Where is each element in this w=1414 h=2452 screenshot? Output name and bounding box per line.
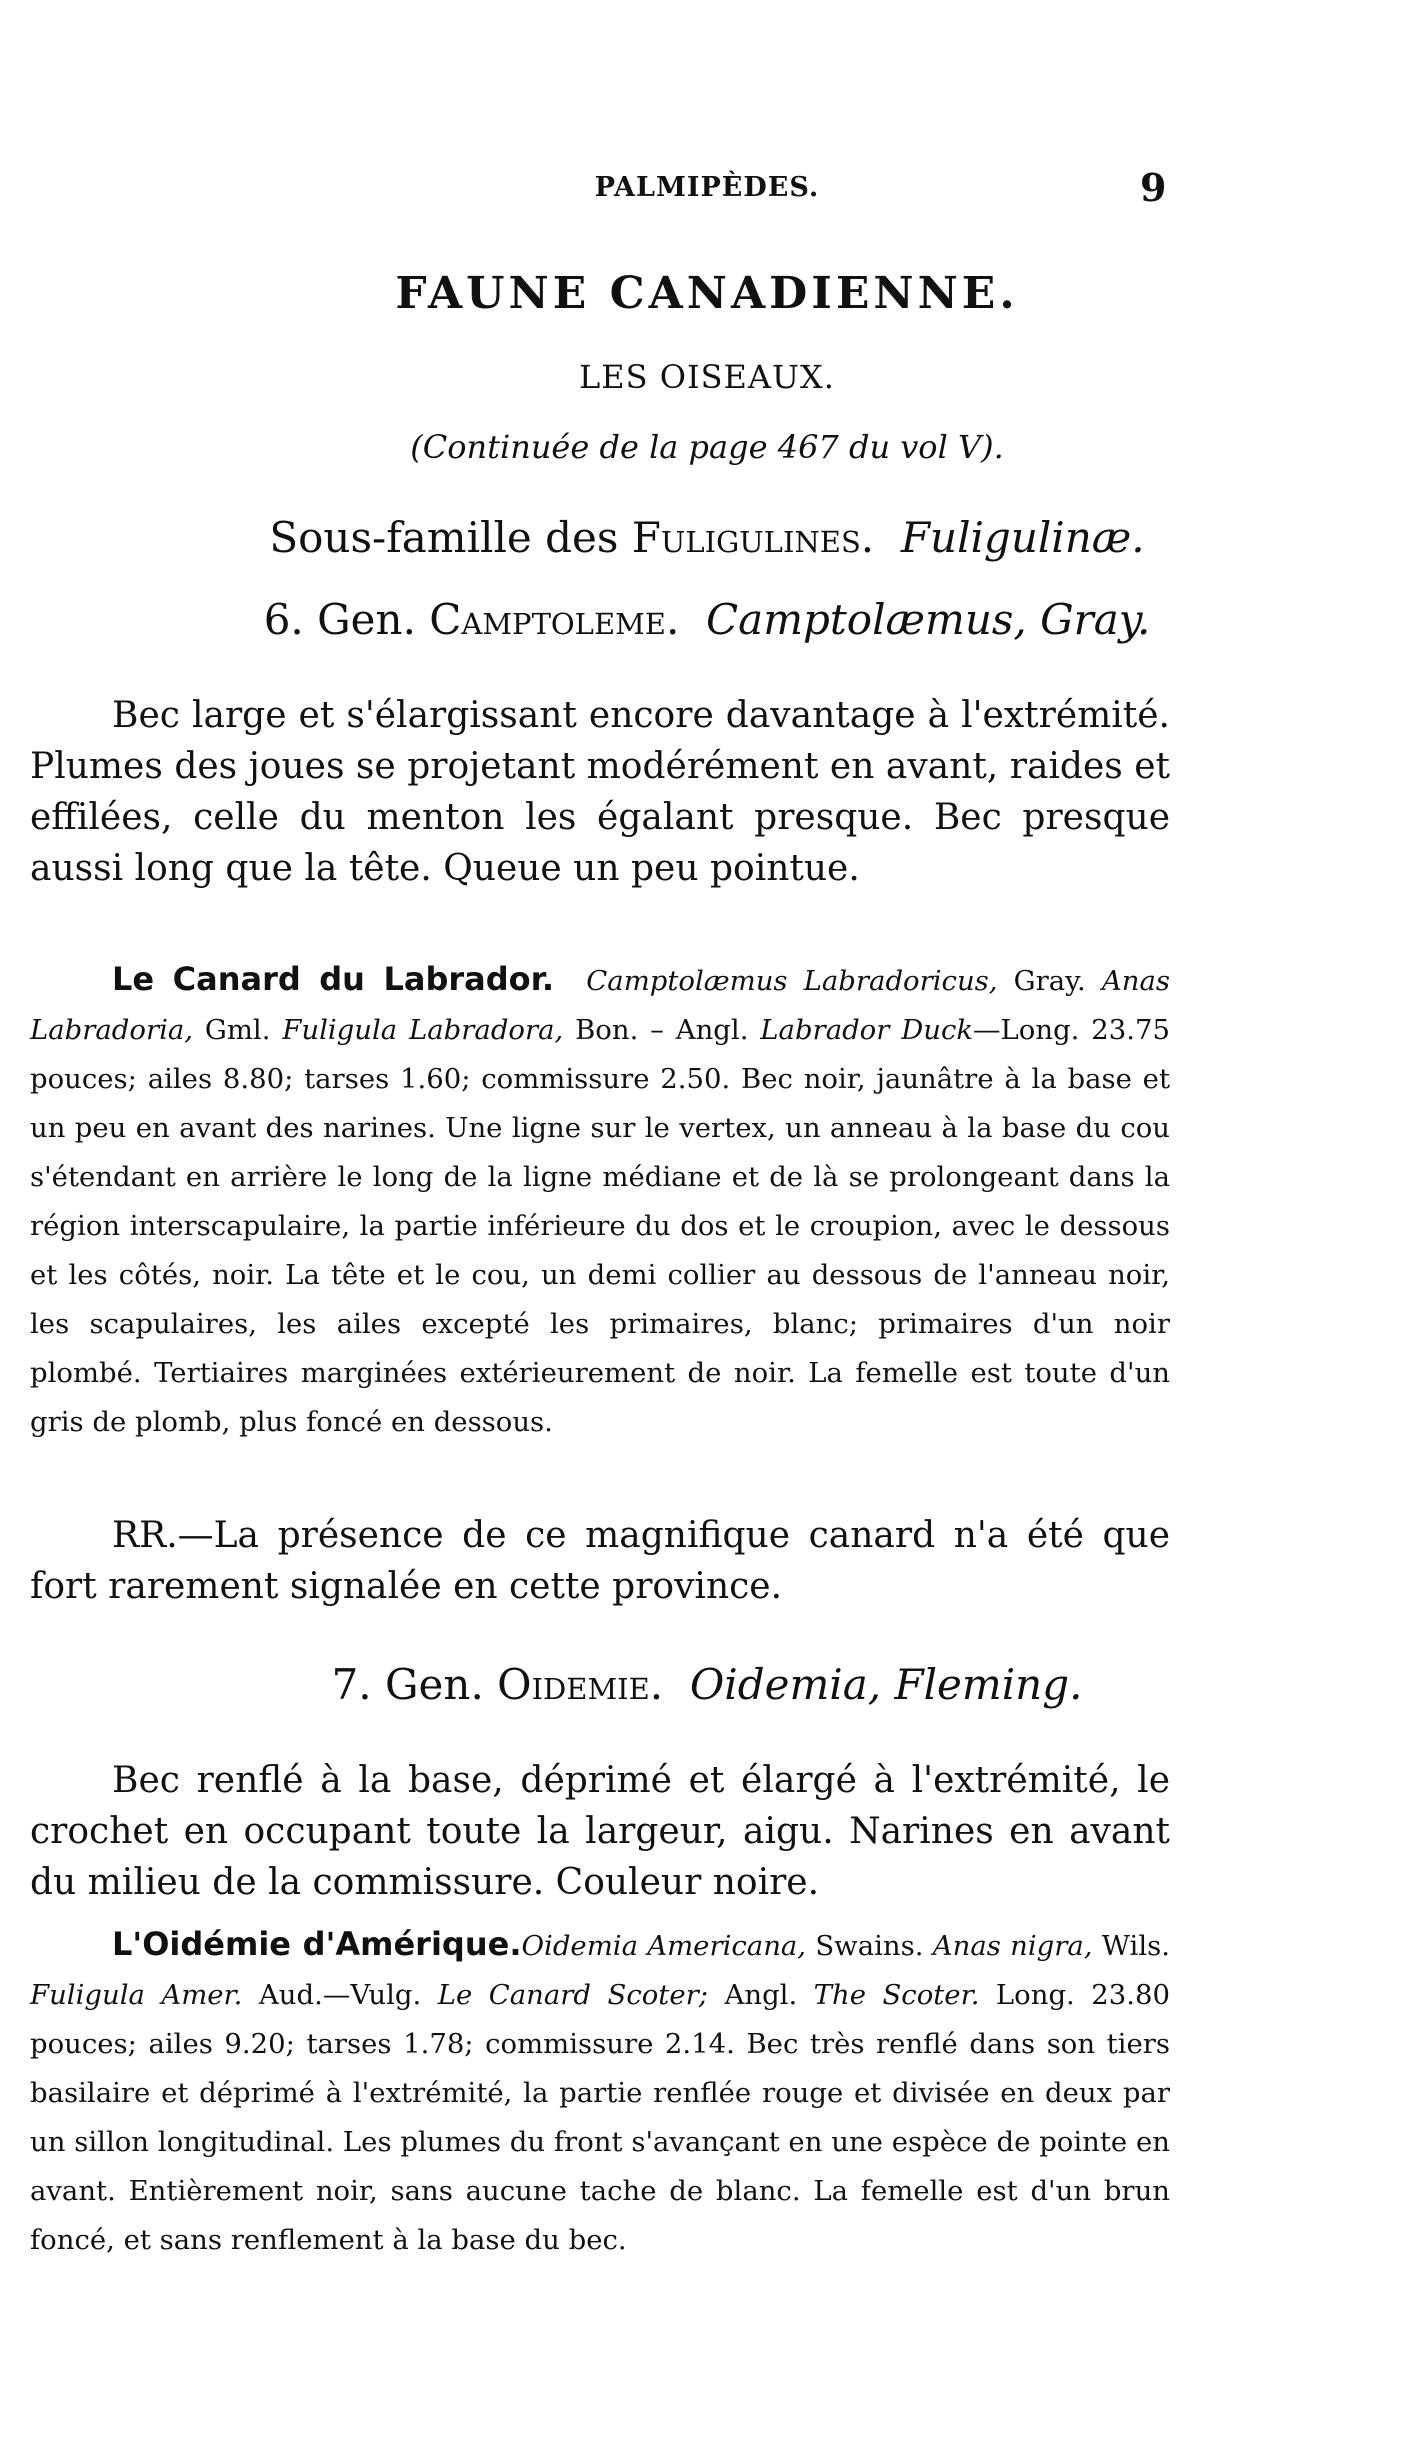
genus-latin: Camptolæmus, Gray.: [706, 595, 1151, 644]
genus-latin: Oidemia, Fleming.: [689, 1660, 1083, 1709]
authority: Bon. – Angl.: [563, 1014, 761, 1046]
genus-description-oidemie: Bec renflé à la base, déprimé et élargé à l'extrémité, le crochet en occupant toute la largeur, aigu. Narines en avant du milieu de la commissure. Couleur noire.: [30, 1760, 1170, 1903]
species-name: L'Oidémie d'Amérique.: [112, 1925, 522, 1963]
species-synonym: Fuligula Labradora,: [282, 1014, 564, 1046]
species-description: —Long. 23.75 pouces; ailes 8.80; tarses 1.60; commissure 2.50. Bec noir, jaunâtre à la base et un peu en avant des narines. Une ligne sur le vertex, un anneau à la base du cou s'étendant en arrière le long de la ligne médiane et de là se prolongeant dans la région interscapulaire, la partie inférieure du dos et le croupion, avec le dessous et les côtés, noir. La tête et le cou, un demi collier au dessous de l'anneau noir, les scapulaires, les ailes excepté les primaires, blanc; primaires d'un noir plombé. Tertiaires marginées extérieurement de noir. La femelle est toute d'un gris de plomb, plus foncé en dessous.: [30, 1014, 1170, 1438]
species-synonym: Oidemia Americana,: [521, 1930, 807, 1962]
species-synonym: Anas Labradoria,: [30, 965, 1170, 1046]
species-synonym: Fuligula Amer.: [30, 1979, 243, 2011]
main-title: FAUNE CANADIENNE.: [395, 268, 1019, 319]
genus-name: Camptoleme.: [429, 595, 680, 644]
running-head: PALMIPÈDES.: [594, 172, 820, 203]
english-name: Labrador Duck: [760, 1014, 974, 1046]
species-entry-labrador-duck: [30, 955, 1170, 1447]
genus-heading-camptoleme: [0, 595, 1414, 644]
species-description: Long. 23.80 pouces; ailes 9.20; tarses 1.78; commissure 2.14. Bec très renflé dans son tiers basilaire et déprimé à l'extrémité, la partie renflée rouge et divisée en deux par un sillon longitudinal. Les plumes du front s'avançant en une espèce de pointe en avant. Entièrement noir, sans aucune tache de blanc. La femelle est d'un brun foncé, et sans renflement à la base du bec.: [30, 1979, 1170, 2256]
rarity-note: RR.—La présence de ce magnifique canard n'a été que fort rarement signalée en cette province.: [30, 1515, 1170, 1607]
page-number: 9: [1140, 165, 1167, 210]
genus-description-camptoleme: Bec large et s'élargissant encore davantage à l'extrémité. Plumes des joues se projetant modérément en avant, raides et effilées, celle du menton les égalant presque. Bec presque aussi long que la tête. Queue un peu pointue.: [30, 695, 1170, 889]
subfamily-heading: [0, 513, 1414, 562]
continuation-note: (Continuée de la page 467 du vol V).: [410, 428, 1004, 466]
species-entry-american-scoter: [30, 1920, 1170, 2265]
subfamily-latin: Fuligulinæ.: [900, 513, 1145, 562]
species-synonym: Camptolæmus Labradoricus,: [586, 965, 998, 997]
species-name: Le Canard du Labrador.: [112, 960, 555, 998]
subtitle: LES OISEAUX.: [579, 358, 835, 396]
authority: Gml.: [193, 1014, 283, 1046]
authority: Aud.—Vulg.: [242, 1979, 438, 2011]
authority: Gray.: [997, 965, 1102, 997]
genus-number: 6. Gen.: [263, 595, 430, 644]
subfamily-name: Fuligulines.: [631, 513, 875, 562]
genus-heading-oidemie: [0, 1660, 1414, 1709]
vulgar-name: Le Canard Scoter;: [437, 1979, 709, 2011]
authority: Angl.: [708, 1979, 814, 2011]
species-synonym: Anas nigra,: [932, 1930, 1093, 1962]
genus-number: 7. Gen.: [331, 1660, 498, 1709]
subfamily-prefix: Sous-famille des: [269, 513, 632, 562]
genus-name: Oidemie.: [497, 1660, 664, 1709]
authority: Wils.: [1092, 1930, 1171, 1962]
authority: Swains.: [806, 1930, 933, 1962]
english-name: The Scoter.: [813, 1979, 980, 2011]
